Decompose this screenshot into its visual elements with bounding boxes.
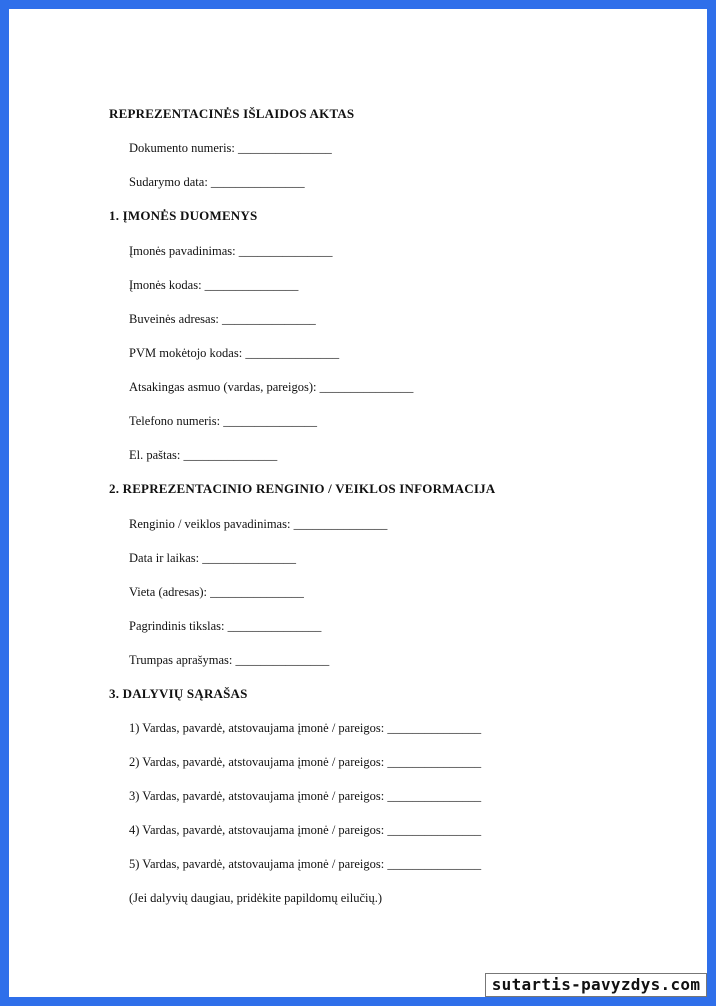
field-document-number: Dokumento numeris: _______________ [129, 141, 332, 155]
section-heading-event: 2. REPREZENTACINIO RENGINIO / VEIKLOS INFORMACIJA [109, 481, 496, 496]
participant-line: 1) Vardas, pavardė, atstovaujama įmonė / pareigos: _______________ [129, 721, 482, 735]
participant-line: 5) Vardas, pavardė, atstovaujama įmonė / pareigos: _______________ [129, 857, 482, 871]
site-watermark: sutartis-pavyzdys.com [485, 973, 707, 997]
section-heading-participants: 3. DALYVIŲ SĄRAŠAS [109, 686, 248, 701]
field-email: El. paštas: _______________ [129, 448, 278, 462]
field-location: Vieta (adresas): _______________ [129, 585, 304, 599]
field-short-description: Trumpas aprašymas: _______________ [129, 653, 330, 667]
field-main-purpose: Pagrindinis tikslas: _______________ [129, 619, 322, 633]
field-phone-number: Telefono numeris: _______________ [129, 414, 317, 428]
document-page [9, 9, 707, 997]
field-issue-date: Sudarymo data: _______________ [129, 175, 305, 189]
field-registered-address: Buveinės adresas: _______________ [129, 312, 316, 326]
field-event-name: Renginio / veiklos pavadinimas: _______________ [129, 517, 388, 531]
document-title: REPREZENTACINĖS IŠLAIDOS AKTAS [109, 106, 355, 121]
participant-line: 4) Vardas, pavardė, atstovaujama įmonė / pareigos: _______________ [129, 823, 482, 837]
section-heading-company: 1. ĮMONĖS DUOMENYS [109, 208, 258, 223]
field-responsible-person: Atsakingas asmuo (vardas, pareigos): _______________ [129, 380, 414, 394]
field-date-time: Data ir laikas: _______________ [129, 551, 296, 565]
participants-note: (Jei dalyvių daugiau, pridėkite papildomų eilučių.) [129, 891, 383, 905]
field-company-name: Įmonės pavadinimas: _______________ [129, 244, 333, 258]
participant-line: 2) Vardas, pavardė, atstovaujama įmonė / pareigos: _______________ [129, 755, 482, 769]
field-vat-code: PVM mokėtojo kodas: _______________ [129, 346, 340, 360]
field-company-code: Įmonės kodas: _______________ [129, 278, 299, 292]
participant-line: 3) Vardas, pavardė, atstovaujama įmonė / pareigos: _______________ [129, 789, 482, 803]
